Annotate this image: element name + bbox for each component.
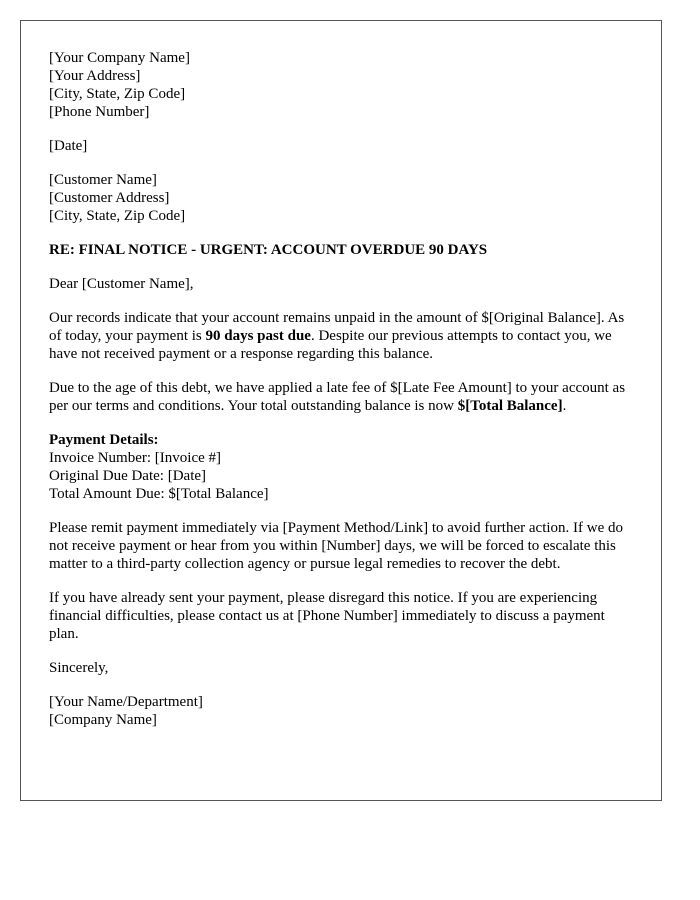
payment-heading: Payment Details:	[49, 432, 159, 448]
subject-line	[49, 241, 632, 259]
sender-company: [Your Company Name]	[49, 50, 190, 66]
para2-text-a: Due to the age of this debt, we have applied a late fee of $[Late Fee Amount] to your account as per our terms and conditions. Your total outstanding balance is now	[49, 380, 626, 414]
letter-date: [Date]	[49, 138, 88, 154]
payment-due-date: Original Due Date: [Date]	[49, 468, 207, 484]
salutation: Dear [Customer Name],	[49, 276, 194, 292]
letter	[20, 20, 662, 801]
para2-text-c: .	[562, 398, 567, 414]
paragraph-disregard: If you have already sent your payment, please disregard this notice. If you are experiencing financial difficulties, please contact us at [Phone Number] immediately to discuss a payment plan.	[49, 590, 605, 642]
para2-bold: $[Total Balance]	[457, 398, 563, 414]
payment-details	[49, 431, 632, 503]
para1-bold: 90 days past due	[205, 328, 311, 344]
signature-company: [Company Name]	[49, 712, 157, 728]
sender-address: [Your Address]	[49, 68, 141, 84]
paragraph-late-fee	[49, 379, 632, 415]
signature-name: [Your Name/Department]	[49, 694, 203, 710]
paragraph-overdue	[49, 309, 632, 363]
sender-block	[49, 49, 632, 121]
paragraph-remit: Please remit payment immediately via [Payment Method/Link] to avoid further action. If we do not receive payment or hear from you within [Number] days, we will be forced to escalate this matter to a third-party collection agency or pursue legal remedies to recover the debt.	[49, 520, 624, 572]
sender-phone: [Phone Number]	[49, 104, 150, 120]
closing: Sincerely,	[49, 660, 109, 676]
payment-invoice: Invoice Number: [Invoice #]	[49, 450, 222, 466]
signature-block	[49, 693, 632, 729]
recipient-name: [Customer Name]	[49, 172, 157, 188]
payment-total: Total Amount Due: $[Total Balance]	[49, 486, 269, 502]
subject-text: RE: FINAL NOTICE - URGENT: ACCOUNT OVERDUE 90 DAYS	[49, 242, 488, 258]
recipient-block	[49, 171, 632, 225]
para1-text-c: . Despite our previous attempts to contact you, we have not received payment or a response regarding this balance.	[49, 328, 612, 362]
recipient-address: [Customer Address]	[49, 190, 170, 206]
recipient-city: [City, State, Zip Code]	[49, 208, 186, 224]
sender-city: [City, State, Zip Code]	[49, 86, 186, 102]
para1-text-a: Our records indicate that your account remains unpaid in the amount of $[Original Balance]. As of today, your payment is	[49, 310, 625, 344]
